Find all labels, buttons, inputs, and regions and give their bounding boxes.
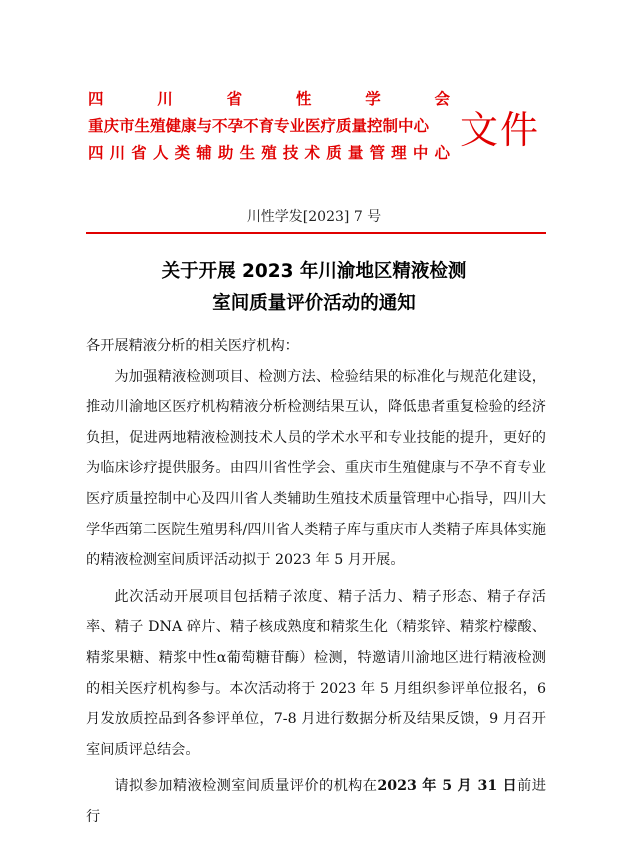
paragraph-scope: 此次活动开展项目包括精子浓度、精子活力、精子形态、精子存活率、精子 DNA 碎片、精子核成熟度和精浆生化（精浆锌、精浆柠檬酸、精浆果糖、精浆中性α葡萄糖苷酶）检测，特邀请川渝地区进行精液检测的相关医疗机构参与。本次活动将于 2023 年 5 月组织参评单位报名，6 月发放质控品到各参评单位，7-8 月进行数据分析及结果反馈，9 月召开室间质评总结会。 bbox=[86, 588, 546, 758]
org-sichuan-art-center: 四川省人类辅助生殖技术质量管理中心 bbox=[88, 144, 450, 162]
notice-title bbox=[0, 256, 628, 320]
org1-char: 省 bbox=[226, 90, 243, 108]
org1-char: 会 bbox=[434, 90, 450, 108]
org1-char: 学 bbox=[365, 90, 381, 108]
paragraph-registration bbox=[86, 771, 546, 832]
document-number: 川性学发[2023] 7 号 bbox=[246, 209, 382, 225]
issuing-organizations bbox=[88, 86, 450, 167]
document-mark: 文件 bbox=[460, 108, 541, 152]
org1-char: 四 bbox=[88, 90, 104, 108]
notice-body bbox=[86, 331, 546, 833]
registration-prefix: 请拟参加精液检测室间质量评价的机构在 bbox=[114, 778, 378, 795]
salutation: 各开展精液分析的相关医疗机构： bbox=[86, 338, 299, 354]
title-line-1: 关于开展 2023 年川渝地区精液检测 bbox=[161, 261, 467, 282]
registration-deadline: 2023 年 5 月 31 日 bbox=[377, 778, 518, 795]
red-divider-line bbox=[86, 232, 546, 234]
title-line-2: 室间质量评价活动的通知 bbox=[212, 293, 416, 314]
org1-char: 性 bbox=[295, 90, 312, 108]
paragraph-purpose: 为加强精液检测项目、检测方法、检验结果的标准化与规范化建设，推动川渝地区医疗机构精液分析检测结果互认，降低患者重复检验的经济负担，促进两地精液检测技术人员的学术水平和专业技能的提升，更好的为临床诊疗提供服务。由四川省性学会、重庆市生殖健康与不孕不育专业医疗质量控制中心及四川省人类辅助生殖技术质量管理中心指导，四川大学华西第二医院生殖男科/四川省人类精子库与重庆市人类精子库具体实施的精液检测室间质评活动拟于 2023 年 5 月开展。 bbox=[86, 368, 546, 569]
org1-char: 川 bbox=[157, 90, 173, 108]
org-chongqing-qc-center: 重庆市生殖健康与不孕不育专业医疗质量控制中心 bbox=[88, 117, 430, 135]
registration-suffix: 前进行 bbox=[86, 778, 546, 825]
org-sichuan-sexology-society bbox=[88, 86, 450, 113]
